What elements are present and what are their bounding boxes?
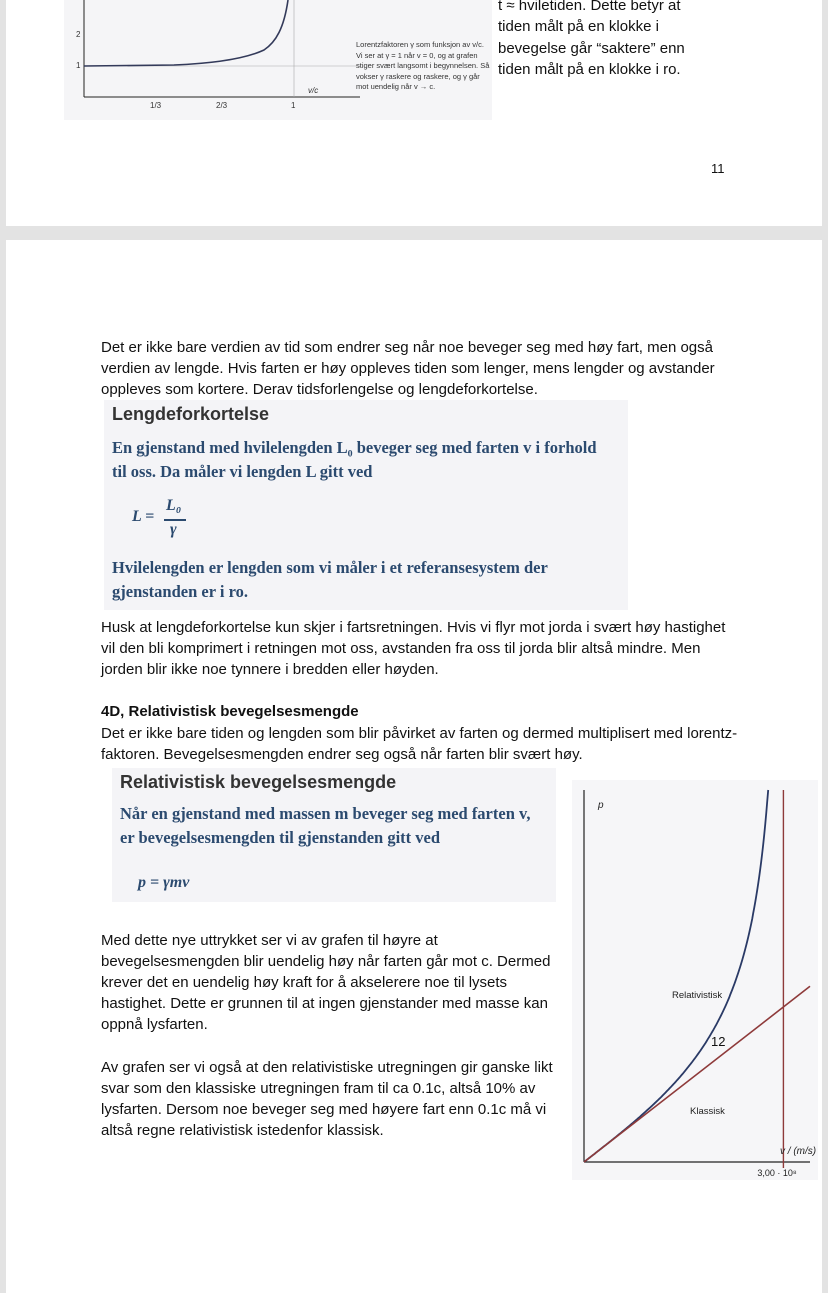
momentum-paragraph-1: Med dette nye uttrykket ser vi av grafen til høyre at bevegelsesmengden blir uendelig høy når farten går mot c. Dermed krever det en uendelig høy kraft for å akselerere noe til lysets hastighet. Dette er grunnen til at ingen gjenstander med masse kan oppnå lysfarten.	[101, 932, 551, 1033]
chart-background	[572, 780, 818, 1180]
section-heading-4d: 4D, Relativistisk bevegelsesmengde	[101, 703, 359, 720]
page-number-11: 11	[711, 161, 725, 176]
momentum-box-line-1: Når en gjenstand med massen m beveger seg med farten v,	[120, 804, 531, 823]
lorentz-curve	[84, 0, 288, 66]
momentum-formula: p = γmv	[138, 874, 190, 891]
x-tick-1: 1	[291, 101, 296, 110]
lorentz-graph	[64, 0, 360, 120]
p1-text-line-1: t ≈ hviletiden. Dette betyr at	[498, 0, 681, 14]
length-box-line-1: En gjenstand med hvilelengden L₀ beveger seg med farten v i forhold	[112, 438, 597, 457]
page-number-12: 12	[711, 1034, 726, 1049]
lorentz-caption: Lorentzfaktoren γ som funksjon av v/c. Vi ser at γ = 1 når v = 0, og at grafen stiger svært langsomt i begynnelsen. Så vokser γ raskere og raskere, og γ går mot uendelig når v → c.	[356, 40, 490, 92]
x-tick-3e8: 3,00 · 10⁸	[757, 1168, 797, 1178]
length-contraction-box	[104, 400, 628, 610]
momentum-box	[112, 768, 556, 902]
p1-text-line-2: tiden målt på en klokke i	[498, 18, 659, 35]
chart-ylabel: p	[598, 800, 604, 811]
formula-lhs: L =	[132, 508, 155, 525]
length-box-line-3: Hvilelengden er lengden som vi måler i et referansesystem der	[112, 558, 548, 577]
remember-paragraph: Husk at lengdeforkortelse kun skjer i fartsretningen. Hvis vi flyr mot jorda i svært høy hastighet vil den bli komprimert i retningen mot oss, avstanden fra oss til jorda blir altså mindre. Men jorden blir ikke noe tynnere i bredden eller høyden.	[101, 619, 726, 678]
length-box-line-4: gjenstanden er i ro.	[112, 582, 248, 601]
lorentz-figure	[64, 0, 492, 120]
length-box-line-2: til oss. Da måler vi lengden L gitt ved	[112, 462, 373, 481]
length-box-title: Lengdeforkortelse	[112, 404, 270, 424]
y-tick-2: 2	[76, 30, 81, 39]
formula-denominator: γ	[170, 521, 177, 538]
chart-xlabel: v / (m/s)	[780, 1146, 817, 1157]
label-relativistisk: Relativistisk	[672, 990, 723, 1001]
momentum-paragraph-2: Av grafen ser vi også at den relativistiske utregningen gir ganske likt svar som den klassiske utregningen fram til ca 0.1c, altså 10% av lysfarten. Dersom noe beveger seg med høyere fart enn 0.1c må vi altså regne relativistisk istedenfor klassisk.	[101, 1059, 553, 1139]
formula-numerator: L₀	[166, 497, 182, 514]
section-intro-paragraph: Det er ikke bare tiden og lengden som blir påvirket av farten og dermed multiplisert med lorentz-faktoren. Bevegelsesmengden endrer seg også når farten blir svært høy.	[101, 725, 738, 763]
intro-paragraph: Det er ikke bare verdien av tid som endrer seg når noe beveger seg med høy fart, men også verdien av lengde. Hvis farten er høy oppleves tiden som lenger, mens lengder og avstander oppleves som kortere. Derav tidsforlengelse og lengdeforkortelse.	[101, 339, 715, 398]
p1-text-line-4: tiden målt på en klokke i ro.	[498, 61, 681, 78]
x-axis-label: v/c	[308, 86, 319, 95]
page-12	[6, 240, 822, 1293]
momentum-box-title: Relativistisk bevegelsesmengde	[120, 772, 397, 792]
momentum-box-line-2: er bevegelsesmengden til gjenstanden gitt ved	[120, 828, 441, 847]
y-tick-1: 1	[76, 61, 81, 70]
p1-text-line-3: bevegelse går “saktere” enn	[498, 40, 685, 57]
page-11	[6, 0, 822, 226]
x-tick-1-3: 1/3	[150, 101, 162, 110]
label-klassisk: Klassisk	[690, 1106, 725, 1117]
x-tick-2-3: 2/3	[216, 101, 228, 110]
momentum-chart	[572, 780, 818, 1180]
